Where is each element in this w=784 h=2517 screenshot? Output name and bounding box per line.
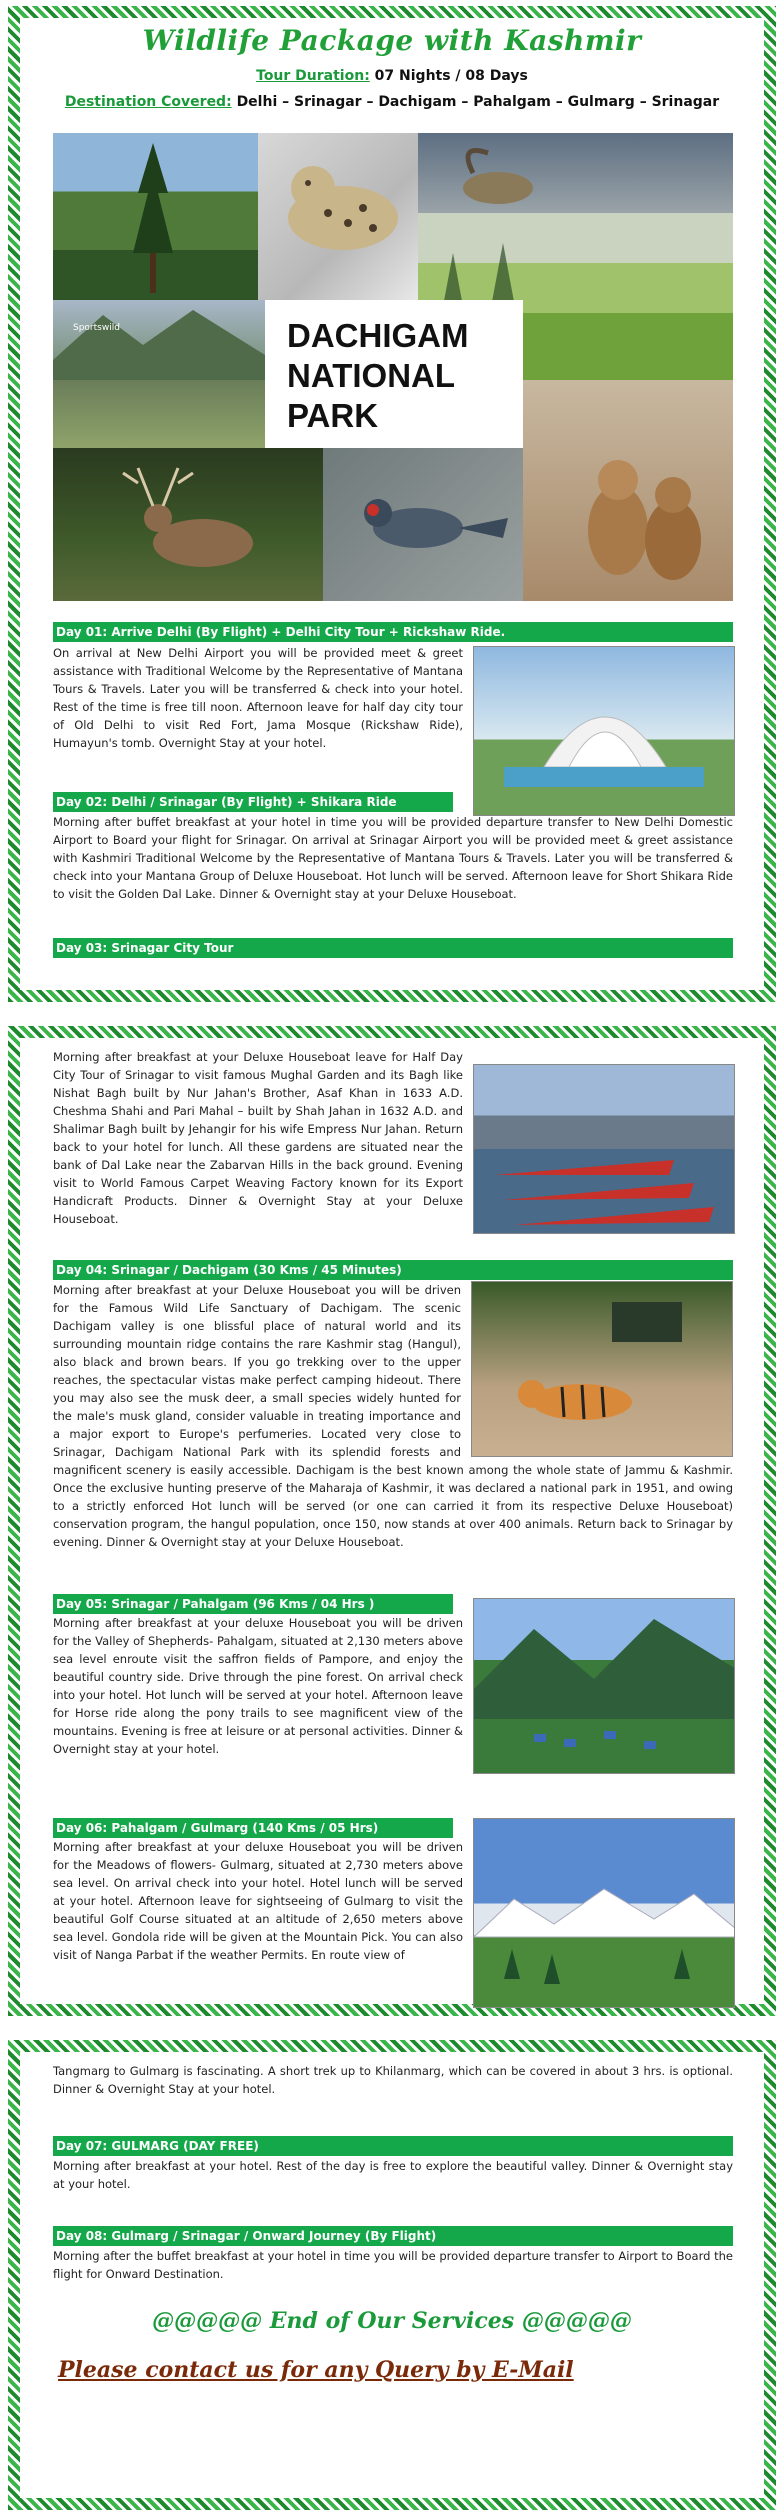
ibex-photo — [418, 133, 733, 213]
marmot-photo — [523, 380, 733, 601]
end-of-services: @@@@@ End of Our Services @@@@@ — [152, 2308, 632, 2334]
dachigam-title — [265, 300, 523, 448]
day-1-text: On arrival at New Delhi Airport you will be provided meet & greet assistance with Traditional Welcome by the Representative of Mantana Tours & Travels. Later you will be transferred & check into your hotel. Rest of the time is free till noon. Afternoon leave for half day city tour of Old Delhi to visit Red Fort, Jama Mosque (Rickshaw Ride), Humayun's tomb. Overnight Stay at your hotel. — [53, 646, 463, 750]
day-6-text: Morning after breakfast at your deluxe Houseboat you will be driven for the Meadows of flowers- Gulmarg, situated at 2,730 meters above sea level. On arrival check into your hotel. Hotel lunch will be served at your hotel. Afternoon leave for sightseeing of Gulmarg to visit the beautiful Golf Course situated at an altitude of 2,650 meters above sea level. Gondola ride will be given at the Mountain Pick. You can also visit of Nanga Parbat if the weather Permits. En route view of — [53, 1840, 463, 1962]
tour-duration — [20, 68, 764, 84]
day-6-text-continued: Tangmarg to Gulmarg is fascinating. A short trek up to Khilanmarg, which can be covered in about 3 hrs. is optional. Dinner & Overnight Stay at your hotel. — [53, 2064, 733, 2096]
page-title: Wildlife Package with Kashmir — [142, 24, 642, 57]
day-5-text: Morning after breakfast at your deluxe Houseboat you will be driven for the Valley of Shepherds- Pahalgam, situated at 2,130 meters above sea level enroute visit the saffron fields of Pampore, and enjoy the beautiful country side. Drive through the pine forest. On arrival check into your hotel. Hot lunch will be served at your hotel. Afternoon leave for Horse ride along the pony trails to see magnificent view of the mountains. Evening is free at leisure or at personal activities. Dinner & Overnight stay at your hotel. — [53, 1616, 463, 1756]
day-4-heading: Day 04: Srinagar / Dachigam (30 Kms / 45 Minutes) — [53, 1260, 733, 1280]
dachigam-collage — [53, 133, 733, 601]
valley-photo — [53, 300, 265, 380]
day-4-paragraph: Morning after breakfast at your Deluxe Houseboat you will be driven for the Famous Wild Life Sanctuary of Dachigam. The scenic Dachigam valley is one blissful place of natural world and its surrounding mountain ridge contains the rare Kashmir stag (Hangul), also black and brown bears. If you go trekking over to the upper reaches, the spectacular vistas make perfect camping hideout. There you may also see the musk deer, a small species widely hunted for the male's musk gland, consider valuable in treating importance and a major export to Europe's perfumeries. Located very close to Srinagar, Dachigam National Park with its splendid forests and magnificent scenery is easily accessible. Dachigam is the best known among the whole state of Jammu & Kashmir. Once the exclusive hunting preserve of the Maharaja of Kashmir, it was declared a national park in 1951, and owing to a strictly enforced Hot lunch will be served (or one can carried it from its respective Deluxe Houseboat) conservation program, the hangul population, once 150, now stands at over 400 animals. Return back to Srinagar by evening. Dinner & Overnight stay at your Deluxe Houseboat. — [53, 1283, 733, 1549]
destinations — [20, 94, 764, 110]
day-8-text: Morning after the buffet breakfast at your hotel in time you will be provided departure transfer to Airport to Board the flight for Onward Destination. — [53, 2249, 733, 2281]
day-8-heading: Day 08: Gulmarg / Srinagar / Onward Journey (By Flight) — [53, 2226, 733, 2246]
snow-leopard-photo — [258, 133, 418, 300]
day-7-text: Morning after breakfast at your hotel. Rest of the day is free to explore the beautiful valley. Dinner & Overnight stay at your hotel. — [53, 2159, 733, 2191]
contact-link[interactable]: Please contact us for any Query by E-Mail — [58, 2357, 574, 2383]
day-6-heading: Day 06: Pahalgam / Gulmarg (140 Kms / 05 Hrs) — [53, 1818, 453, 1838]
tour-duration-value: 07 Nights / 08 Days — [374, 68, 528, 84]
day-3-text: Morning after breakfast at your Deluxe Houseboat leave for Half Day City Tour of Srinagar to visit famous Mughal Garden and its Bagh like Nishat Bagh built by Nur Jahan's Brother, Asaf Khan in 1633 A.D. Cheshma Shahi and Pari Mahal – built by Shah Jahan in 1632 A.D. and Shalimar Bagh built by Jehangir for his wife Empress Nur Jahan. Return back to your hotel for lunch. All these gardens are situated near the bank of Dal Lake near the Zabarvan Hills in the back ground. Evening visit to World Famous Carpet Weaving Factory known for its Export Handicraft Products. Dinner & Overnight Stay at your Deluxe Houseboat. — [53, 1050, 463, 1226]
gulmarg-photo — [473, 1818, 735, 2008]
tiger-jeep-photo — [471, 1281, 733, 1457]
day-3-heading: Day 03: Srinagar City Tour — [53, 938, 733, 958]
day-1-heading: Day 01: Arrive Delhi (By Flight) + Delhi City Tour + Rickshaw Ride. — [53, 622, 733, 642]
title-line-2: NATIONAL — [287, 357, 456, 394]
forest-photo — [53, 133, 258, 300]
title-line-3: PARK — [287, 397, 379, 434]
shikara-photo — [473, 1064, 735, 1234]
page-2 — [8, 1026, 776, 2016]
bird-photo — [323, 448, 523, 601]
day-7-heading: Day 07: GULMARG (DAY FREE) — [53, 2136, 733, 2156]
watermark-text: Sportswild — [73, 323, 120, 333]
deer-photo — [53, 448, 323, 601]
day-4-text — [53, 1281, 733, 1551]
title-line-1: DACHIGAM — [287, 317, 469, 354]
page-3 — [8, 2040, 776, 2510]
hills-photo — [53, 380, 265, 448]
lotus-temple-photo — [473, 646, 735, 816]
destinations-label: Destination Covered: — [64, 94, 232, 110]
day-5-heading: Day 05: Srinagar / Pahalgam (96 Kms / 04 Hrs ) — [53, 1594, 453, 1614]
day-2-text: Morning after buffet breakfast at your hotel in time you will be provided departure transfer to New Delhi Domestic Airport to Board your flight for Srinagar. On arrival at Srinagar Airport you will be provided meet & greet assistance with Kashmiri Traditional Welcome by the Representative of Mantana Tours & Travels. Later you will be transferred & check into your Mantana Group of Deluxe Houseboat. Hot lunch will be served. Afternoon leave for Short Shikara Ride to visit the Golden Dal Lake. Dinner & Overnight stay at your Deluxe Houseboat. — [53, 815, 733, 901]
pahalgam-photo — [473, 1598, 735, 1774]
day-2-heading: Day 02: Delhi / Srinagar (By Flight) + Shikara Ride — [53, 792, 453, 812]
page-1 — [8, 6, 776, 1002]
destinations-value: Delhi – Srinagar – Dachigam – Pahalgam – Gulmarg – Srinagar — [236, 94, 720, 110]
tour-duration-label: Tour Duration: — [256, 68, 370, 84]
